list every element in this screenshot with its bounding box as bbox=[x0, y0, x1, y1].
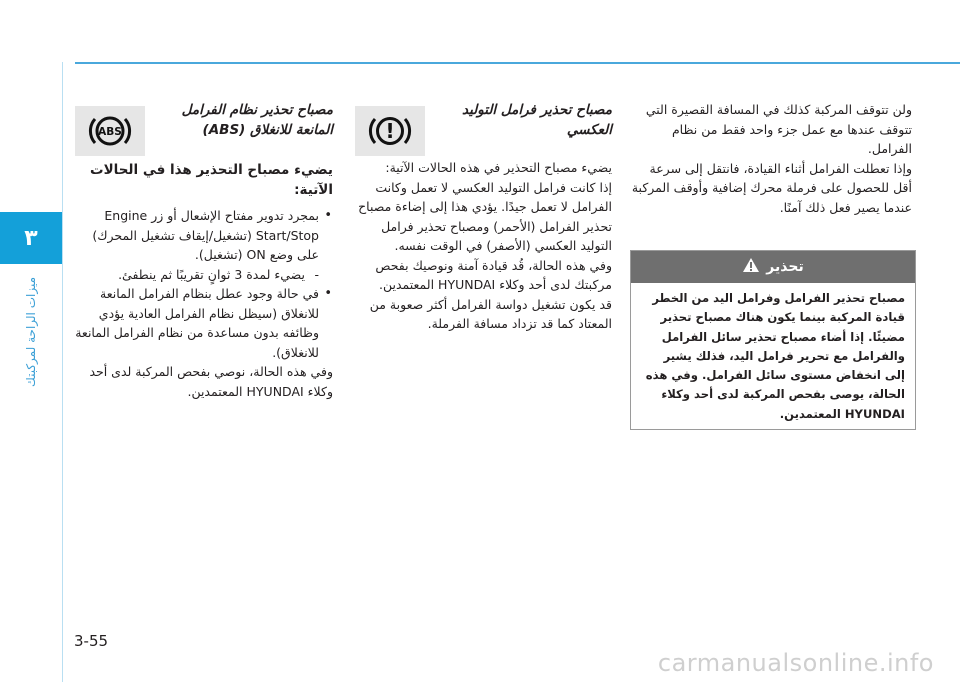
list-item: • في حالة وجود عطل بنظام الفرامل المانعة للانغلاق (سيظل نظام الفرامل العادية يؤدي وظائفه بدون مساعدة من نظام الفرامل المانعة للانغلاق). bbox=[75, 284, 319, 362]
paragraph-abs-advice: وفي هذه الحالة، نوصي بفحص المركبة لدى أحد وكلاء HYUNDAI المعتمدين. bbox=[89, 364, 333, 399]
paragraph-brake-stop: ولن تتوقف المركبة كذلك في المسافة القصيرة التي تتوقف عندها مع عمل جزء واحد فقط من نظام الفرامل. bbox=[645, 102, 912, 156]
list-subitem: - يضيء لمدة 3 ثوانٍ تقريبًا ثم ينطفئ. bbox=[75, 265, 319, 285]
section-title-regen: مصباح تحذير فرامل التوليد العكسي bbox=[462, 102, 612, 138]
paragraph-regen-pedal: قد يكون تشغيل دواسة الفرامل أكثر صعوبة من المعتاد كما قد تزداد مسافة الفرملة. bbox=[369, 296, 612, 331]
warning-title: تحذير bbox=[766, 259, 804, 275]
warning-box bbox=[630, 250, 916, 430]
chapter-number-tab: ٣ bbox=[0, 212, 62, 264]
column-left bbox=[75, 100, 333, 401]
warning-triangle-icon bbox=[742, 257, 760, 277]
top-rule bbox=[75, 62, 960, 64]
side-rule bbox=[62, 62, 63, 682]
paragraph-regen-advice: وفي هذه الحالة، قُد قيادة آمنة ونوصيك بفحص مركبتك لدى أحد وكلاء HYUNDAI المعتمدين. bbox=[375, 257, 612, 292]
warning-body: مصباح تحذير الفرامل وفرامل اليد من الخطر قيادة المركبة بينما يكون هناك مصباح تحذير مضيئًا. إذا أضاء مصباح تحذير سائل الفرامل والفرامل مع تحرير فرامل اليد، فذلك يشير إلى انخفاض مستوى سائل الفرامل. وفي هذه الحالة، يوصى بفحص المركبة لدى أحد وكلاء HYUNDAI المعتمدين. bbox=[645, 291, 905, 421]
paragraph-regen-intro: يضيء مصباح التحذير في هذه الحالات الآتية: bbox=[385, 160, 612, 175]
section-title-abs: مصباح تحذير نظام الفرامل المانعة للانغلاق (ABS) bbox=[181, 102, 333, 138]
list-item: • بمجرد تدوير مفتاح الإشعال أو زر Engine Start/Stop (تشغيل/إيقاف تشغيل المحرك) على وضع ON (تشغيل). - يضيء لمدة 3 ثوانٍ تقريبًا ثم ينطفئ. bbox=[75, 206, 319, 284]
abs-conditions-list bbox=[75, 206, 333, 362]
svg-text:!: ! bbox=[385, 119, 395, 143]
subtitle-abs-conditions: يضيء مصباح التحذير هذا في الحالات الآتية: bbox=[90, 162, 333, 198]
column-middle bbox=[355, 100, 612, 334]
paragraph-regen-fault: إذا كانت فرامل التوليد العكسي لا تعمل وكانت الفرامل لا تعمل جيدًا. يؤدي هذا إلى إضاءة مصباح تحذير الفرامل (الأحمر) ومصباح تحذير فرامل التوليد العكسي (الأصفر) في الوقت نفسه. bbox=[358, 179, 612, 253]
page-number: 3-55 bbox=[74, 632, 109, 650]
chapter-title-side: ميزات الراحة لمركبتك bbox=[24, 276, 39, 388]
svg-text:ABS: ABS bbox=[98, 126, 122, 138]
paragraph-brake-failure: وإذا تعطلت الفرامل أثناء القيادة، فانتقل إلى سرعة أقل للحصول على فرملة محرك إضافية وأوقف المركبة عندما يصير فعل ذلك آمنًا. bbox=[631, 160, 912, 215]
column-right bbox=[630, 100, 912, 217]
warning-header bbox=[631, 251, 915, 283]
watermark: carmanualsonline.info bbox=[657, 649, 934, 677]
